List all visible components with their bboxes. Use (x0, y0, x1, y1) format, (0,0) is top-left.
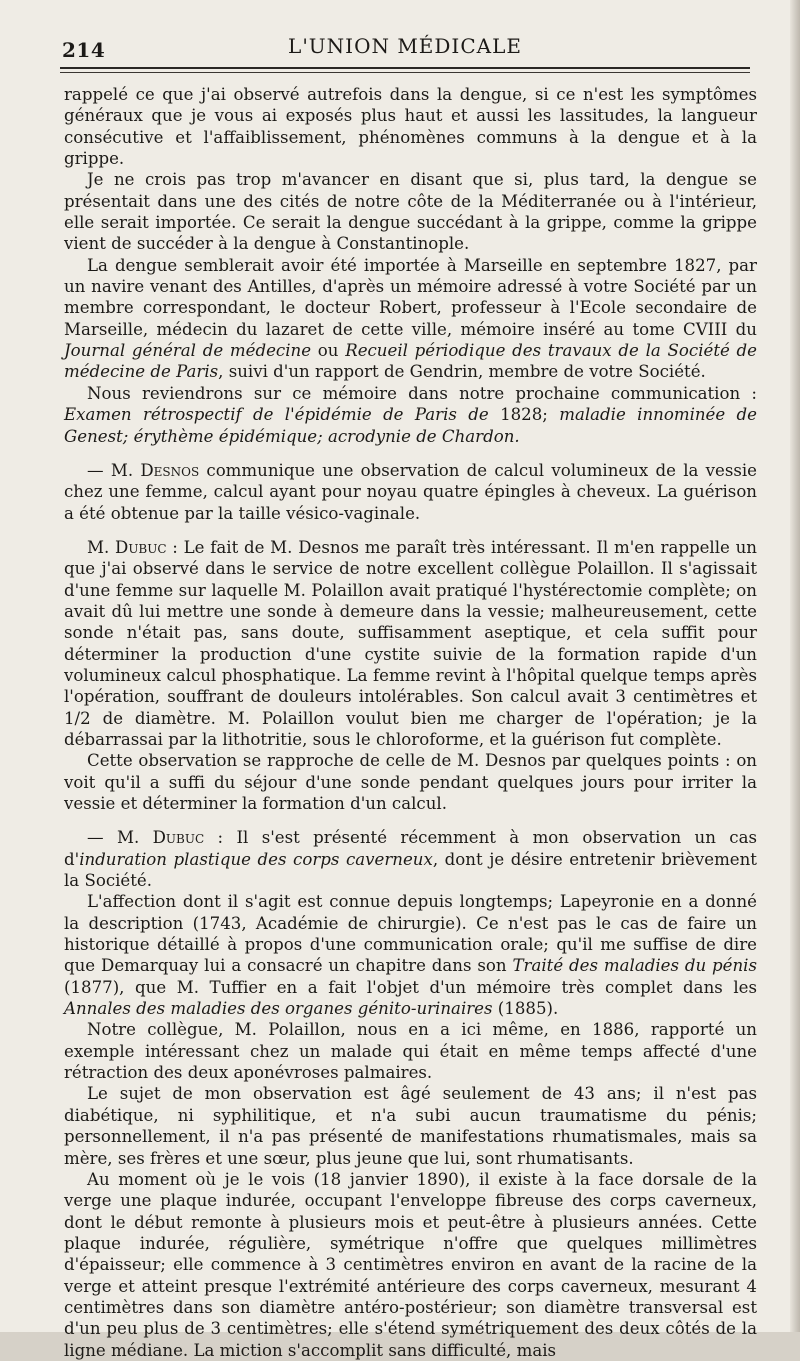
paragraph-3: La dengue semblerait avoir été importée à Marseille en septembre 1827, par un navire venant des Antilles, d'après un mémoire adressé à votre Société par un membre correspondant, le docteur Robert, professeur à l'Ecole secondaire de Marseille, médecin du lazaret de cette ville, mémoire inséré au tome CVIII du Journal général de médecine ou Recueil périodique des travaux de la Société de médecine de Paris, suivi d'un rapport de Gendrin, membre de votre Société. (64, 255, 758, 382)
paragraph-dubuc-2: — M. Dubuc : Il s'est présenté récemment à mon observation un cas d'induration plastique des corps caverneux, dont je désire entretenir brièvement la Société. (64, 828, 757, 891)
paragraph-desnos: — M. Desnos communique une observation de calcul volumineux de la vessie chez une femme, calcul ayant pour noyau quatre épingles à cheveux. La guérison a été obtenue par la taille vésico-vaginale. (64, 460, 757, 523)
paragraph-2: Je ne crois pas trop m'avancer en disant que si, plus tard, la dengue se présentait dans une des cités de notre côte de la Méditerranée ou à l'intérieur, elle serait importée. Ce serait la dengue succédant à la grippe, comme la grippe vient de succéder à la dengue à Constantinople. (64, 170, 757, 254)
body-text (64, 84, 757, 1361)
speaker-name: Dubuc (152, 828, 205, 848)
paragraph-dubuc-1: M. Dubuc : Le fait de M. Desnos me paraît très intéressant. Il m'en rappelle un que j'ai observé dans le service de notre excellent collègue Polaillon. Il s'agissait d'une femme sur laquelle M. Polaillon avait pratiqué l'hystérectomie complète; on avait dû lui mettre une sonde à demeure dans la vessie; malheureusement, cette sonde n'était pas, sans doute, suffisamment aseptique, et cela suffit pour déterminer la production d'une cystite suivie de la formation rapide d'un volumineux calcul phosphatique. La femme revint à l'hôpital quelque temps après l'opération, souffrant de douleurs intolérables. Son calcul avait 3 centimètres et 1/2 de diamètre. M. Polaillon voulut bien me charger de l'opération; je la débarrassai par la lithotritie, sous le chloroforme, et la guérison fut complète. (64, 537, 757, 749)
speaker-name: Desnos (140, 460, 200, 480)
running-title: L'UNION MÉDICALE (288, 34, 522, 58)
paragraph-10: Notre collègue, M. Polaillon, nous en a ici même, en 1886, rapporté un exemple intéressant chez un malade qui était en même temps affecté d'une rétraction des deux aponévroses palmaires. (64, 1020, 757, 1083)
speaker-name: Dubuc (115, 537, 167, 557)
paragraph-12: Au moment où je le vois (18 janvier 1890), il existe à la face dorsale de la verge une plaque indurée, occupant l'enveloppe fibreuse des corps caverneux, dont le début remonte à plusieurs mois et peut-être à plusieurs années. Cette plaque indurée, régulière, symétrique n'offre que quelques millimètres d'épaisseur; elle commence à 3 centimètres environ en avant de la racine de la verge et atteint presque l'extrémité antérieure des corps caverneux, mesurant 4 centimètres dans son diamètre antéro-postérieur; son diamètre transversal est d'un peu plus de 3 centimètres; elle s'étend symétriquement des deux côtés de la ligne médiane. La miction s'accomplit sans difficulté, mais (64, 1169, 757, 1360)
page-edge-shadow (790, 0, 800, 1332)
paragraph-9: L'affection dont il s'agit est connue depuis longtemps; Lapeyronie en a donné la description (1743, Académie de chirurgie). Ce n'est pas le cas de faire un historique détaillé à propos d'une communication orale; qu'il me suffise de dire que Demarquay lui a consacré un chapitre dans son Traité des maladies du pénis (1877), que M. Tuffier en a fait l'objet d'un mémoire très complet dans les Annales des maladies des organes génito-urinaires (1885). (64, 892, 757, 1019)
header-rule (60, 67, 750, 69)
paragraph-4: Nous reviendrons sur ce mémoire dans notre prochaine communication : Examen rétrospectif de l'épidémie de Paris de 1828; maladie innominée de Genest; érythème épidémique; acrodynie de Chardon. (64, 383, 757, 446)
paragraph-11: Le sujet de mon observation est âgé seulement de 43 ans; il n'est pas diabétique, ni syphilitique, et n'a subi aucun traumatisme du pénis; personnellement, il n'a pas présenté de manifestations rhumatismales, mais sa mère, ses frères et une sœur, plus jeune que lui, sont rhumatisants. (64, 1084, 757, 1168)
page-number: 214 (62, 38, 106, 62)
page-header (60, 30, 750, 64)
paragraph-7: Cette observation se rapproche de celle de M. Desnos par quelques points : on voit qu'il a suffi du séjour d'une sonde pendant quelques jours pour irriter la vessie et déterminer la formation d'un calcul. (64, 751, 757, 813)
paragraph-1: rappelé ce que j'ai observé autrefois dans la dengue, si ce n'est les symptômes généraux que je vous ai exposés plus haut et aussi les lassitudes, la langueur consécutive et l'affaiblissement, phénomènes communs à la dengue et à la grippe. (64, 85, 757, 169)
header-rule-thin (60, 72, 750, 73)
